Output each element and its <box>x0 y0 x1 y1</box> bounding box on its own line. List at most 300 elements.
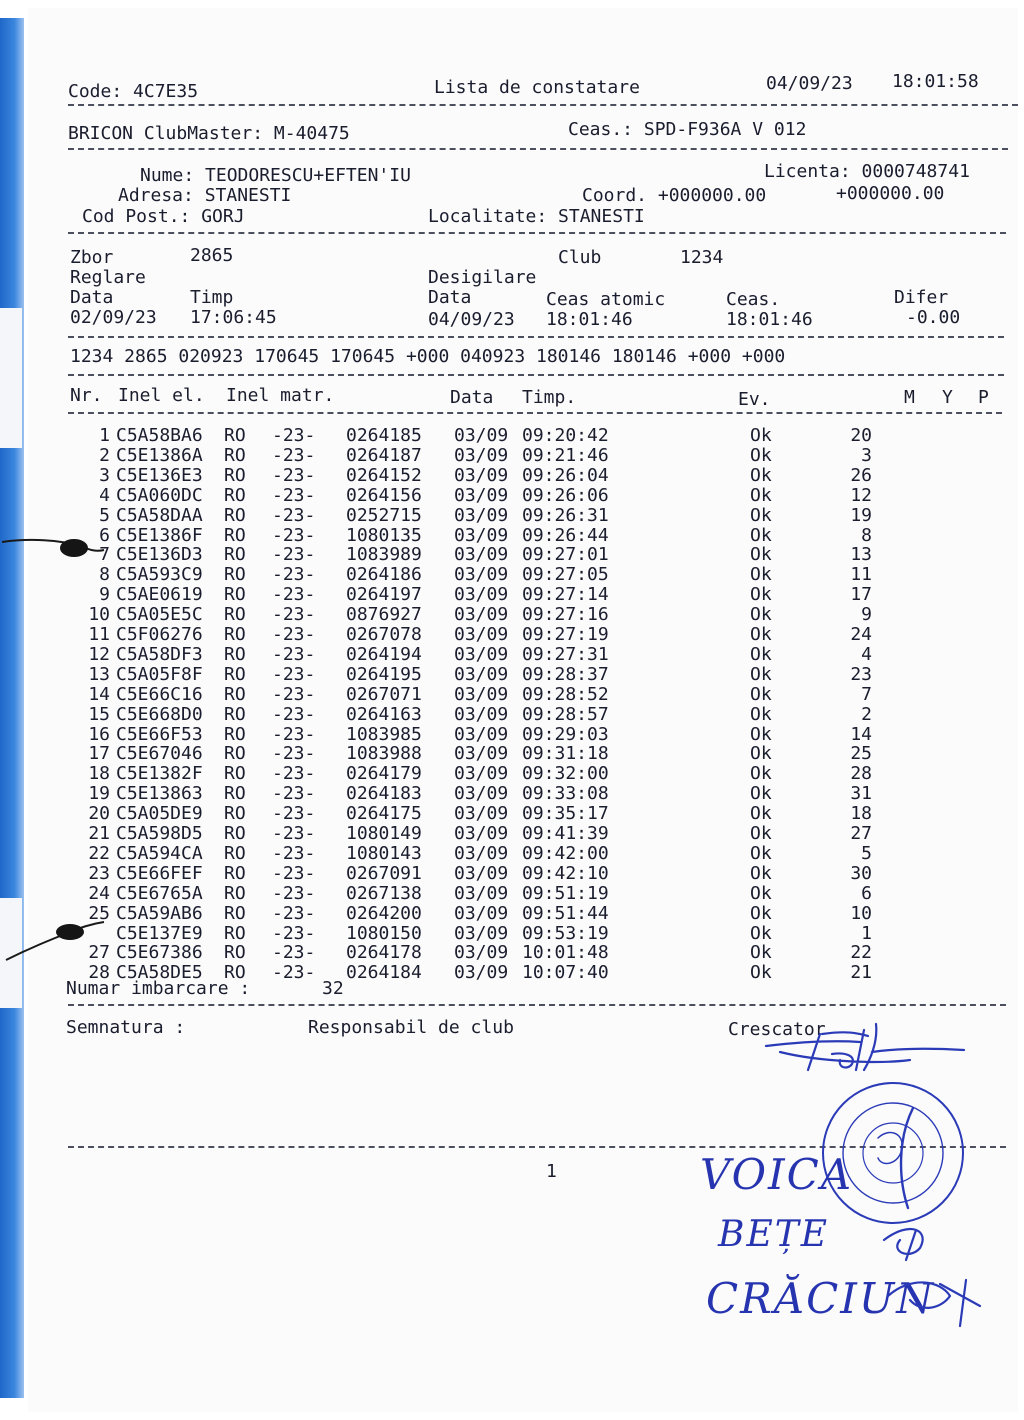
row-inel-matr: 0264163 <box>346 703 422 725</box>
desigilare-ceas: 18:01:46 <box>726 309 813 330</box>
th-m: M <box>904 387 915 408</box>
row-event: Ok <box>750 842 772 864</box>
row-inel-el: C5E6765A <box>116 882 203 904</box>
row-country: RO <box>224 942 246 964</box>
row-country: RO <box>224 624 246 645</box>
row-inel-el: C5A05F8F <box>116 663 203 685</box>
row-time: 09:53:19 <box>522 922 609 944</box>
embark-value: 32 <box>322 978 344 999</box>
owner-address: Adresa: STANESTI <box>118 185 292 206</box>
handwritten-name-voica: VOICA <box>700 1150 854 1199</box>
row-position: 6 <box>861 882 872 904</box>
ink-mark-top <box>0 530 110 570</box>
row-inel-matr: 0267138 <box>346 882 422 904</box>
owner-coord: Coord. +000000.00 <box>582 185 767 206</box>
row-position: 12 <box>850 484 872 506</box>
row-event: Ok <box>750 723 772 745</box>
row-event: Ok <box>750 464 772 486</box>
row-time: 09:51:44 <box>522 902 609 924</box>
row-date: 03/09 <box>454 783 509 805</box>
row-nr: 5 <box>99 504 110 526</box>
row-inel-matr: 0264179 <box>346 763 422 785</box>
row-time: 09:41:39 <box>522 823 609 844</box>
row-inel-matr: 0264200 <box>346 902 422 924</box>
row-position: 24 <box>850 624 872 645</box>
row-date: 03/09 <box>454 564 509 586</box>
report-code: Code: 4C7E35 <box>68 81 199 102</box>
row-date: 03/09 <box>454 604 509 626</box>
row-country: RO <box>224 882 246 904</box>
row-event: Ok <box>750 743 772 765</box>
row-event: Ok <box>750 444 772 466</box>
row-nr: 15 <box>88 703 110 725</box>
table-row <box>0 705 1000 725</box>
row-year: -23- <box>272 942 316 964</box>
table-row <box>0 804 1000 824</box>
reglare-data: 02/09/23 <box>70 307 157 328</box>
row-position: 26 <box>850 464 872 486</box>
row-year: -23- <box>272 663 316 685</box>
row-year: -23- <box>272 643 316 665</box>
row-event: Ok <box>750 544 772 566</box>
row-event: Ok <box>750 803 772 825</box>
row-time: 09:26:44 <box>522 524 609 546</box>
row-nr: 20 <box>88 803 110 825</box>
row-year: -23- <box>272 922 316 944</box>
breeder-label: Crescator <box>728 1019 826 1040</box>
row-time: 09:21:46 <box>522 444 609 466</box>
row-event: Ok <box>750 484 772 506</box>
table-row <box>0 446 1000 466</box>
row-time: 09:20:42 <box>522 425 609 446</box>
row-country: RO <box>224 584 246 606</box>
row-nr: 19 <box>88 783 110 805</box>
row-event: Ok <box>750 604 772 626</box>
row-event: Ok <box>750 783 772 805</box>
row-country: RO <box>224 803 246 825</box>
club-responsible-label: Responsabil de club <box>308 1017 514 1038</box>
row-nr: 14 <box>88 683 110 705</box>
row-event: Ok <box>750 902 772 924</box>
row-time: 10:01:48 <box>522 942 609 964</box>
row-year: -23- <box>272 524 316 546</box>
row-event: Ok <box>750 524 772 546</box>
row-country: RO <box>224 504 246 526</box>
row-country: RO <box>224 564 246 586</box>
row-inel-el: C5A593C9 <box>116 564 203 586</box>
row-date: 03/09 <box>454 962 509 984</box>
row-country: RO <box>224 544 246 566</box>
row-year: -23- <box>272 604 316 626</box>
row-inel-el: C5A59AB6 <box>116 902 203 924</box>
row-event: Ok <box>750 763 772 785</box>
row-nr: 28 <box>88 962 110 984</box>
row-year: -23- <box>272 624 316 645</box>
row-date: 03/09 <box>454 823 509 844</box>
row-inel-matr: 0264194 <box>346 643 422 665</box>
row-inel-matr: 0264175 <box>346 803 422 825</box>
row-country: RO <box>224 444 246 466</box>
row-event: Ok <box>750 643 772 665</box>
row-date: 03/09 <box>454 803 509 825</box>
table-row <box>0 526 1000 546</box>
row-time: 09:28:37 <box>522 663 609 685</box>
col-ceas: Ceas. <box>726 289 781 310</box>
row-nr: 24 <box>88 882 110 904</box>
table-row <box>0 864 1000 884</box>
col-timp: Timp <box>190 287 234 308</box>
row-position: 8 <box>861 524 872 546</box>
report-time: 18:01:58 <box>892 71 979 92</box>
row-date: 03/09 <box>454 663 509 685</box>
table-row <box>0 725 1000 745</box>
row-inel-el: C5E67046 <box>116 743 203 765</box>
row-date: 03/09 <box>454 624 509 645</box>
row-country: RO <box>224 484 246 506</box>
row-position: 27 <box>850 823 872 844</box>
row-country: RO <box>224 743 246 765</box>
row-nr: 12 <box>88 643 110 665</box>
row-event: Ok <box>750 823 772 844</box>
row-date: 03/09 <box>454 683 509 705</box>
row-nr: 1 <box>99 425 110 446</box>
row-year: -23- <box>272 444 316 466</box>
row-position: 28 <box>850 763 872 785</box>
row-event: Ok <box>750 942 772 964</box>
row-country: RO <box>224 464 246 486</box>
table-row <box>0 486 1000 506</box>
row-time: 09:27:16 <box>522 604 609 626</box>
row-position: 22 <box>850 942 872 964</box>
table-row <box>0 466 1000 486</box>
row-nr: 2 <box>99 444 110 466</box>
row-time: 09:27:31 <box>522 643 609 665</box>
row-position: 5 <box>861 842 872 864</box>
row-inel-matr: 1080149 <box>346 823 422 844</box>
row-inel-matr: 1080143 <box>346 842 422 864</box>
table-row <box>0 565 1000 585</box>
row-date: 03/09 <box>454 504 509 526</box>
clock-label: Ceas.: SPD-F936A V 012 <box>568 119 807 140</box>
row-date: 03/09 <box>454 703 509 725</box>
row-time: 09:31:18 <box>522 743 609 765</box>
row-position: 17 <box>850 584 872 606</box>
club-value: 1234 <box>680 247 724 268</box>
row-position: 13 <box>850 544 872 566</box>
row-time: 09:33:08 <box>522 783 609 805</box>
row-year: -23- <box>272 544 316 566</box>
table-row <box>0 764 1000 784</box>
row-position: 14 <box>850 723 872 745</box>
row-event: Ok <box>750 425 772 446</box>
row-position: 1 <box>861 922 872 944</box>
row-time: 09:27:19 <box>522 624 609 645</box>
col-difer: Difer <box>894 287 949 308</box>
table-row <box>0 625 1000 645</box>
row-inel-el: C5E66F53 <box>116 723 203 745</box>
ink-mark-bottom <box>0 908 110 968</box>
club-label: Club <box>558 247 602 268</box>
row-position: 7 <box>861 683 872 705</box>
row-date: 03/09 <box>454 862 509 884</box>
row-position: 3 <box>861 444 872 466</box>
row-time: 09:35:17 <box>522 803 609 825</box>
row-date: 03/09 <box>454 584 509 606</box>
row-country: RO <box>224 663 246 685</box>
row-nr: 18 <box>88 763 110 785</box>
row-country: RO <box>224 723 246 745</box>
row-country: RO <box>224 683 246 705</box>
th-ev: Ev. <box>738 389 771 410</box>
row-country: RO <box>224 524 246 546</box>
owner-license: Licenta: 0000748741 <box>764 161 970 182</box>
col-ceas-atomic: Ceas atomic <box>546 289 666 310</box>
row-position: 30 <box>850 862 872 884</box>
table-row <box>0 824 1000 844</box>
software-label: BRICON ClubMaster: M-40475 <box>68 123 350 144</box>
row-time: 09:42:10 <box>522 862 609 884</box>
row-time: 09:27:05 <box>522 564 609 586</box>
row-country: RO <box>224 862 246 884</box>
row-year: -23- <box>272 902 316 924</box>
row-inel-matr: 0267078 <box>346 624 422 645</box>
row-inel-matr: 0264183 <box>346 783 422 805</box>
row-inel-el: C5AE0619 <box>116 584 203 606</box>
row-event: Ok <box>750 564 772 586</box>
row-inel-matr: 0264187 <box>346 444 422 466</box>
row-inel-el: C5E66C16 <box>116 683 203 705</box>
row-inel-el: C5E136E3 <box>116 464 203 486</box>
table-row <box>0 545 1000 565</box>
col-data-1: Data <box>70 287 114 308</box>
row-time: 10:07:40 <box>522 962 609 984</box>
row-country: RO <box>224 703 246 725</box>
row-date: 03/09 <box>454 743 509 765</box>
row-event: Ok <box>750 962 772 984</box>
col-data-2: Data <box>428 287 472 308</box>
row-inel-matr: 0264195 <box>346 663 422 685</box>
row-year: -23- <box>272 862 316 884</box>
divider <box>68 1004 1006 1006</box>
row-date: 03/09 <box>454 942 509 964</box>
desigilare-difer: -0.00 <box>906 307 961 328</box>
page-number: 1 <box>546 1161 557 1182</box>
row-nr: 9 <box>99 584 110 606</box>
row-position: 2 <box>861 703 872 725</box>
row-nr: 3 <box>99 464 110 486</box>
row-time: 09:26:31 <box>522 504 609 526</box>
row-nr: 8 <box>99 564 110 586</box>
row-position: 20 <box>850 425 872 446</box>
row-year: -23- <box>272 504 316 526</box>
row-position: 11 <box>850 564 872 586</box>
row-year: -23- <box>272 842 316 864</box>
row-inel-matr: 0264184 <box>346 962 422 984</box>
row-event: Ok <box>750 624 772 645</box>
row-nr: 17 <box>88 743 110 765</box>
row-year: -23- <box>272 743 316 765</box>
row-date: 03/09 <box>454 643 509 665</box>
row-nr: 22 <box>88 842 110 864</box>
row-country: RO <box>224 783 246 805</box>
row-inel-el: C5E137E9 <box>116 922 203 944</box>
row-inel-matr: 0264186 <box>346 564 422 586</box>
table-row <box>0 924 1000 944</box>
row-inel-matr: 1080150 <box>346 922 422 944</box>
row-inel-matr: 0267071 <box>346 683 422 705</box>
table-row <box>0 585 1000 605</box>
row-inel-el: C5A58BA6 <box>116 425 203 446</box>
row-date: 03/09 <box>454 464 509 486</box>
row-time: 09:26:06 <box>522 484 609 506</box>
divider <box>68 104 1018 106</box>
row-position: 23 <box>850 663 872 685</box>
row-year: -23- <box>272 584 316 606</box>
row-event: Ok <box>750 584 772 606</box>
row-inel-matr: 0252715 <box>346 504 422 526</box>
row-time: 09:26:04 <box>522 464 609 486</box>
row-inel-el: C5A58DE5 <box>116 962 203 984</box>
row-year: -23- <box>272 464 316 486</box>
row-position: 4 <box>861 643 872 665</box>
signature-label: Semnatura : <box>66 1017 186 1038</box>
th-nr: Nr. <box>70 385 103 406</box>
row-inel-el: C5A05DE9 <box>116 803 203 825</box>
th-timp: Timp. <box>522 387 577 408</box>
row-inel-matr: 1083988 <box>346 743 422 765</box>
row-date: 03/09 <box>454 902 509 924</box>
divider <box>68 336 1004 338</box>
desigilare-data: 04/09/23 <box>428 309 515 330</box>
row-country: RO <box>224 902 246 924</box>
row-inel-el: C5E1386F <box>116 524 203 546</box>
table-row <box>0 784 1000 804</box>
row-inel-el: C5E668D0 <box>116 703 203 725</box>
row-inel-matr: 0876927 <box>346 604 422 626</box>
owner-locality: Localitate: STANESTI <box>428 206 645 227</box>
row-inel-el: C5E1382F <box>116 763 203 785</box>
reglare-timp: 17:06:45 <box>190 307 277 328</box>
row-inel-el: C5E13863 <box>116 783 203 805</box>
row-year: -23- <box>272 703 316 725</box>
row-inel-matr: 0264152 <box>346 464 422 486</box>
row-inel-el: C5A594CA <box>116 842 203 864</box>
row-year: -23- <box>272 783 316 805</box>
row-position: 21 <box>850 962 872 984</box>
row-nr: 13 <box>88 663 110 685</box>
th-inel-el: Inel el. <box>118 385 205 406</box>
row-time: 09:28:52 <box>522 683 609 705</box>
row-year: -23- <box>272 803 316 825</box>
row-time: 09:51:19 <box>522 882 609 904</box>
row-country: RO <box>224 842 246 864</box>
row-event: Ok <box>750 683 772 705</box>
divider <box>68 374 1004 376</box>
row-year: -23- <box>272 425 316 446</box>
row-date: 03/09 <box>454 484 509 506</box>
row-inel-el: C5A58DF3 <box>116 643 203 665</box>
row-date: 03/09 <box>454 425 509 446</box>
row-nr: 16 <box>88 723 110 745</box>
th-y: Y <box>942 387 953 408</box>
handwritten-name-bete: BEȚE <box>718 1214 830 1255</box>
table-row <box>0 645 1000 665</box>
owner-coord-2: +000000.00 <box>836 183 945 204</box>
row-year: -23- <box>272 823 316 844</box>
row-nr: 10 <box>88 604 110 626</box>
row-nr: 23 <box>88 862 110 884</box>
table-row <box>0 744 1000 764</box>
table-row <box>0 844 1000 864</box>
row-inel-el: C5A060DC <box>116 484 203 506</box>
row-year: -23- <box>272 962 316 984</box>
row-year: -23- <box>272 723 316 745</box>
row-date: 03/09 <box>454 524 509 546</box>
row-event: Ok <box>750 703 772 725</box>
owner-postal: Cod Post.: GORJ <box>82 206 245 227</box>
table-row <box>0 605 1000 625</box>
desigilare-atomic: 18:01:46 <box>546 309 633 330</box>
table-row <box>0 904 1000 924</box>
row-inel-el: C5E67386 <box>116 942 203 964</box>
table-row <box>0 426 1000 446</box>
row-nr: 4 <box>99 484 110 506</box>
table-row <box>0 665 1000 685</box>
row-country: RO <box>224 643 246 665</box>
row-event: Ok <box>750 882 772 904</box>
row-year: -23- <box>272 683 316 705</box>
th-p: P <box>978 387 989 408</box>
row-time: 09:29:03 <box>522 723 609 745</box>
row-inel-matr: 1083989 <box>346 544 422 566</box>
row-country: RO <box>224 425 246 446</box>
breeder-signature <box>760 1012 970 1082</box>
row-event: Ok <box>750 922 772 944</box>
row-nr: 6 <box>99 524 110 546</box>
row-position: 19 <box>850 504 872 526</box>
embark-label: Numar imbarcare : <box>66 978 251 999</box>
table-row <box>0 884 1000 904</box>
row-country: RO <box>224 763 246 785</box>
row-position: 25 <box>850 743 872 765</box>
row-country: RO <box>224 823 246 844</box>
row-date: 03/09 <box>454 723 509 745</box>
row-inel-matr: 1083985 <box>346 723 422 745</box>
row-time: 09:32:00 <box>522 763 609 785</box>
row-date: 03/09 <box>454 444 509 466</box>
row-inel-matr: 1080135 <box>346 524 422 546</box>
reglare-label: Reglare <box>70 267 146 288</box>
summary-line: 1234 2865 020923 170645 170645 +000 040923 180146 180146 +000 +000 <box>70 346 786 367</box>
row-nr: 11 <box>88 624 110 645</box>
row-inel-matr: 0264156 <box>346 484 422 506</box>
divider <box>68 412 1002 414</box>
owner-name: Nume: TEODORESCU+EFTEN'IU <box>140 165 411 186</box>
row-year: -23- <box>272 564 316 586</box>
row-nr: 21 <box>88 823 110 844</box>
th-data: Data <box>450 387 494 408</box>
table-row <box>0 943 1000 963</box>
row-country: RO <box>224 604 246 626</box>
row-date: 03/09 <box>454 882 509 904</box>
divider <box>68 148 1008 150</box>
report-title: Lista de constatare <box>434 77 640 98</box>
row-country: RO <box>224 922 246 944</box>
row-inel-el: C5A598D5 <box>116 823 203 844</box>
row-date: 03/09 <box>454 922 509 944</box>
row-inel-matr: 0264185 <box>346 425 422 446</box>
th-inel-matr: Inel matr. <box>226 385 335 406</box>
